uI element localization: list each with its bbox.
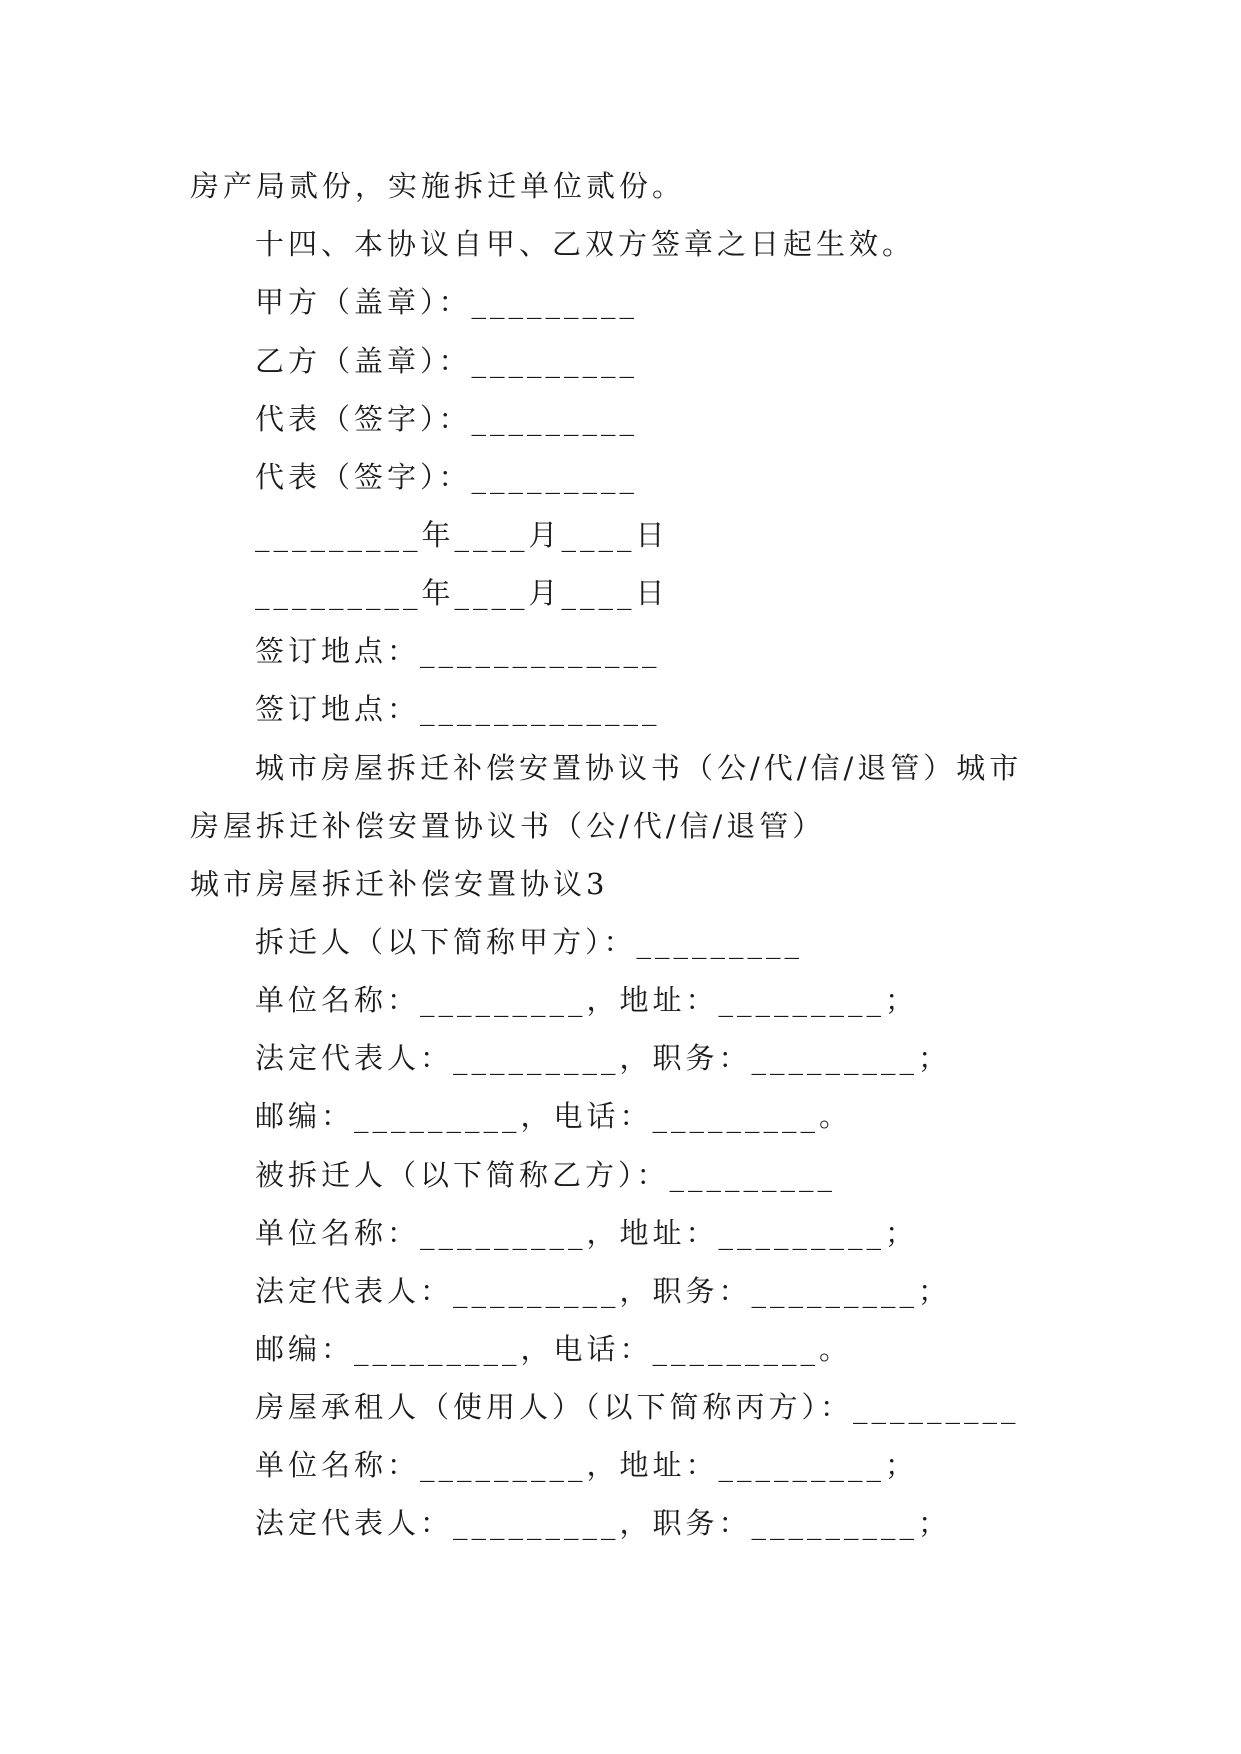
text-line: 城市房屋拆迁补偿安置协议书（公/代/信/退管）城市: [255, 751, 1023, 785]
party-a-unit-address: 单位名称：_________，地址：_________；: [255, 983, 919, 1017]
signature-line-party-b: 乙方（盖章）：_________: [255, 344, 639, 378]
party-a-legal-rep: 法定代表人：_________，职务：_________；: [255, 1041, 952, 1075]
date-line: _________年____月____日: [255, 576, 669, 610]
party-b-line: 被拆迁人（以下简称乙方）：_________: [255, 1158, 837, 1192]
party-c-line: 房屋承租人（使用人）（以下简称丙方）：_________: [255, 1390, 1020, 1424]
party-b-legal-rep: 法定代表人：_________，职务：_________；: [255, 1274, 952, 1308]
text-line: 房屋拆迁补偿安置协议书（公/代/信/退管）: [190, 809, 826, 843]
signing-location-line: 签订地点：_____________: [255, 692, 661, 726]
signing-location-line: 签订地点：_____________: [255, 634, 661, 668]
date-line: _________年____月____日: [255, 518, 669, 552]
signature-line-party-a: 甲方（盖章）：_________: [255, 285, 639, 319]
section-title: 城市房屋拆迁补偿安置协议3: [190, 867, 609, 901]
party-a-line: 拆迁人（以下简称甲方）：_________: [255, 925, 804, 959]
party-c-unit-address: 单位名称：_________，地址：_________；: [255, 1448, 919, 1482]
signature-line-representative: 代表（签字）：_________: [255, 402, 639, 436]
text-line: 房产局贰份，实施拆迁单位贰份。: [190, 169, 686, 203]
party-c-legal-rep: 法定代表人：_________，职务：_________；: [255, 1506, 952, 1540]
party-a-postcode-phone: 邮编：_________，电话：_________。: [255, 1099, 853, 1133]
party-b-unit-address: 单位名称：_________，地址：_________；: [255, 1216, 919, 1250]
text-line: 十四、本协议自甲、乙双方签章之日起生效。: [255, 227, 916, 261]
party-b-postcode-phone: 邮编：_________，电话：_________。: [255, 1332, 853, 1366]
signature-line-representative: 代表（签字）：_________: [255, 460, 639, 494]
